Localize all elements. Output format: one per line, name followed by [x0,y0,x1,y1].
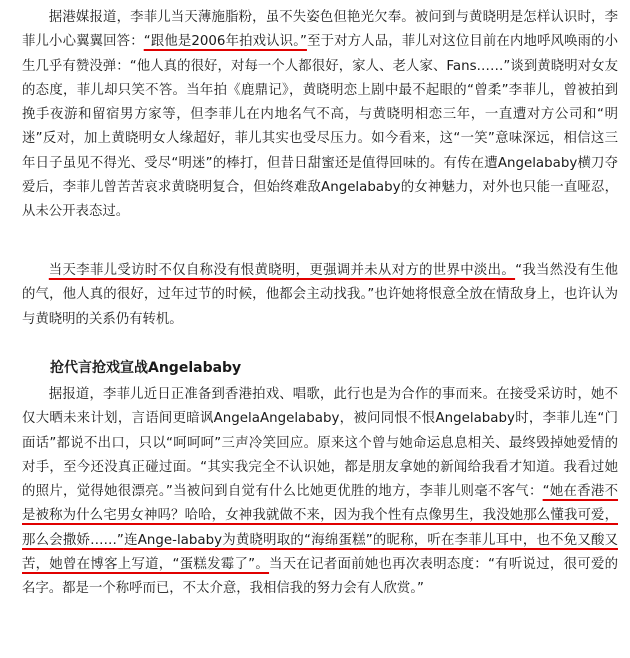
text-segment: 至于对方人品，菲儿对这位目前在内地呼风唤雨的小生几乎有赞没弹：“他人真的很好，对每一个人都很好，家人、老人家、Fans……”谈到黄晓明对女友的态度，菲儿却只笑不答。当年拍《鹿鼎记》，黄晓明恋上剧中最不起眼的“曾柔”李菲儿，曾被拍到挽手夜游和留宿男方家等，但李菲儿在内地名气不高，与黄晓明相恋三年，一直遭对方公司和“明迷”反对，加上黄晓明女人缘超好，菲儿其实也受尽压力。如今看来，这“一笑”意味深远，相信这三年日子虽见不得光、受尽“明迷”的棒打，但昔日甜蜜还是值得回味的。有传在遭Angelababy横刀夺爱后，李菲儿曾苦苦哀求黄晓明复合，但始终难敌Angelababy的女神魅力，对外也只能一直哑忍，从未公开表态过。 [22,34,618,220]
underlined-quote: “跟他是2006年拍戏认识。” [143,34,307,50]
underlined-quote: “她在香港不是被称为什么宅男女神吗？哈哈，女神我就做不来，因为我个性有点像男生，我没她那么懂我可爱，那么会撒娇……” [22,484,619,548]
text-segment: 据报道，李菲儿近日正准备到香港拍戏、唱歌，此行也是为合作的事而来。在接受采访时，她不仅大晒未来计划，言语间更暗讽AngelaAngelababy，被问同恨不恨Angelababy时，李菲儿连“门面话”都说不出口，只以“呵呵呵”三声冷笑回应。原来这个曾与她命运息息相关、最终毁掉她爱情的对手，至今还没真正碰过面。“其实我完全不认识她，都是朋友拿她的新闻给我看才知道。我看过她的照片，觉得她很漂亮。”当被问到自觉有什么比她更优胜的地方，李菲儿则毫不客气： [22,387,618,500]
text-segment: 当天在记者面前她也再次表明态度：“有听说过，很可爱的名字。都是一个称呼而已，不太介意，我相信我的努力会有人欣赏。” [22,557,619,597]
text-segment: 据港媒报道，李菲儿当天薄施脂粉，虽不失姿色但艳光欠奉。被问到与黄晓明是怎样认识时，李菲儿小心翼翼回答： [22,10,618,50]
underlined-statement: 当天李菲儿受访时不仅自称没有恨黄晓明，更强调并未从对方的世界中淡出。 [48,263,516,278]
paragraph-not-hate [22,259,618,332]
paragraph-angelababy [22,383,618,602]
paragraph-interview [22,6,618,225]
text-segment: “我当然没有生他的气，他人真的很好，过年过节的时候，他都会主动找我。”也许她将恨意全放在情敌身上，也许认为与黄晓明的关系仍有转机。 [22,263,619,327]
section-heading: 抢代言抢戏宣战Angelababy [50,360,242,376]
underlined-statement: 连Ange-lababy为黄晓明取的“海绵蛋糕”的昵称，听在李菲儿耳中，也不免又酸又苦，她曾在博客上写道，“蛋糕发霉了”。 [22,532,618,573]
